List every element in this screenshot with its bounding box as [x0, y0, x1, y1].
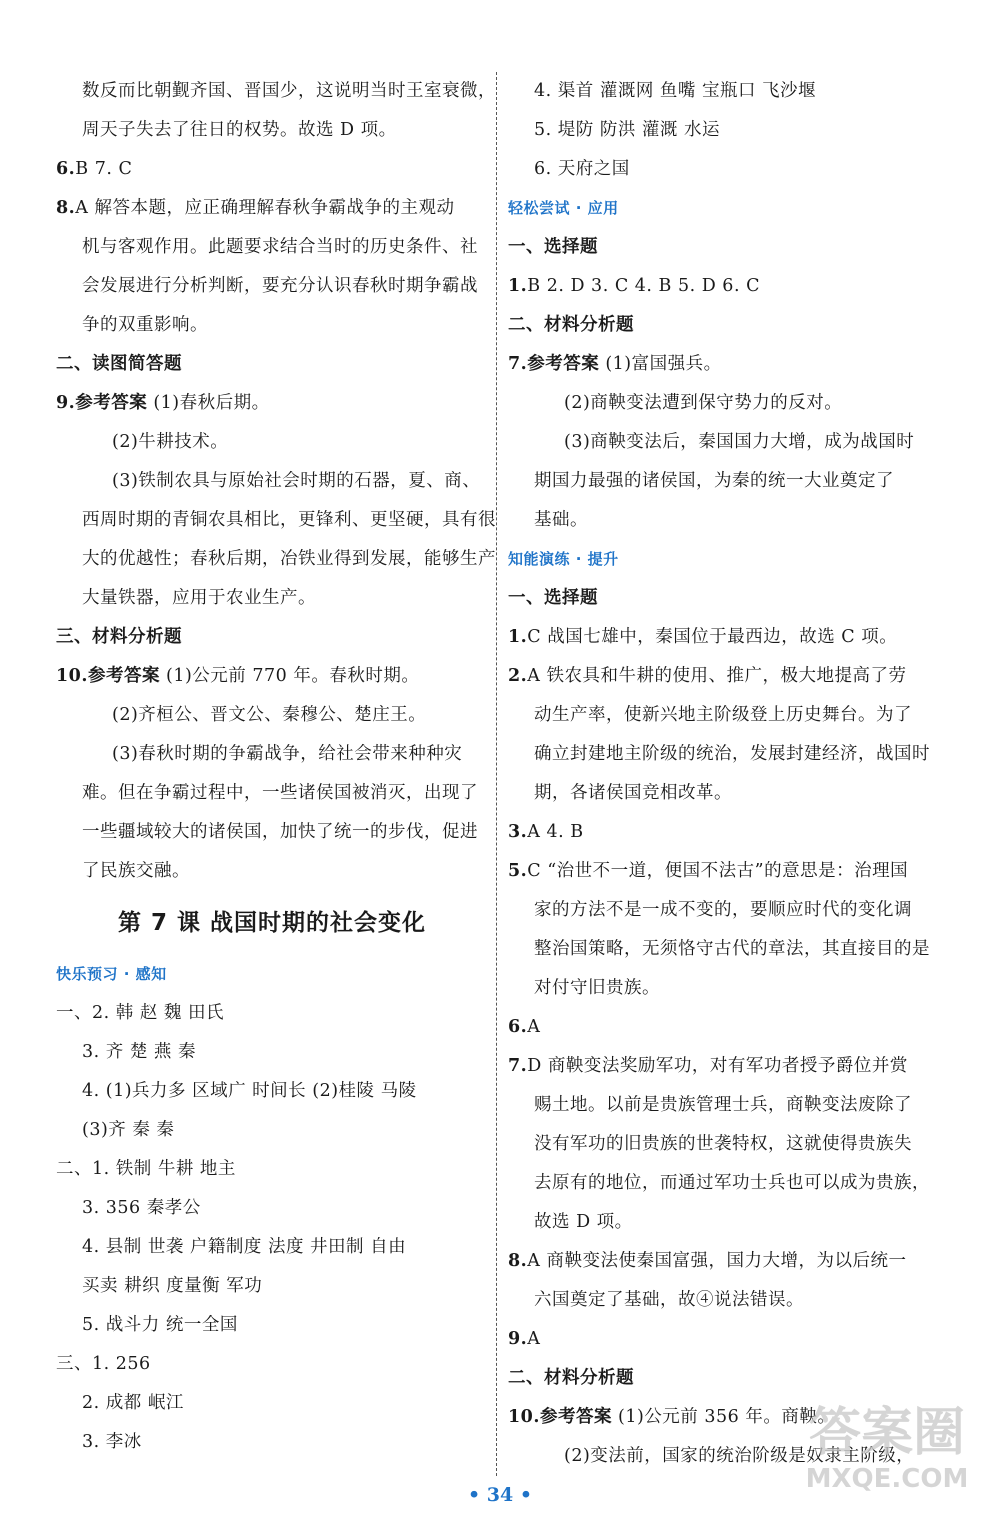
line-text: 二、材料分析题 [508, 1368, 634, 1388]
line-text: 6. 天府之国 [534, 159, 630, 179]
question-type-heading [56, 345, 488, 384]
line-text: 5. 战斗力 统一全国 [82, 1315, 238, 1335]
line-text: 一、选择题 [508, 237, 598, 257]
line-text: 2. 成都 岷江 [82, 1393, 184, 1413]
question-number: 1. [508, 276, 528, 296]
line-text: 大量铁器，应用于农业生产。 [82, 588, 316, 608]
line-text: (1)公元前 356 年。商鞅。 [611, 1407, 836, 1427]
question-number: 2. [508, 666, 528, 686]
answer-line [56, 501, 496, 540]
answer-line [508, 345, 932, 384]
line-text: 赐土地。以前是贵族管理士兵，商鞅变法废除了 [534, 1095, 912, 1115]
answer-line [56, 1384, 488, 1423]
line-text: (1)春秋后期。 [147, 393, 270, 413]
line-text: 机与客观作用。此题要求结合当时的历史条件、社 [82, 237, 478, 257]
answer-line [508, 384, 932, 423]
answer-line [56, 306, 488, 345]
answer-line [508, 111, 932, 150]
line-text: A 商鞅变法使秦国富强，国力大增，为以后统一 [527, 1251, 907, 1271]
line-text: 快乐预习 · 感知 [56, 965, 167, 983]
line-text: 一、2. 韩 赵 魏 田氏 [56, 1003, 224, 1023]
answer-line [508, 1008, 932, 1047]
line-text: A [527, 1329, 541, 1349]
line-text: 5. 堤防 防洪 灌溉 水运 [534, 120, 720, 140]
line-text: 一些疆域较大的诸侯国，加快了统一的步伐，促进 [82, 822, 478, 842]
answer-line [508, 891, 932, 930]
answer-line [56, 228, 488, 267]
reference-answer-label: 参考答案 [75, 393, 148, 413]
line-text: (3)春秋时期的争霸战争，给社会带来种种灾 [112, 744, 463, 764]
line-text: 大的优越性；春秋后期，冶铁业得到发展，能够生产 [82, 549, 496, 569]
line-text: A 解答本题，应正确理解春秋争霸战争的主观动 [75, 198, 455, 218]
line-text: 轻松尝试 · 应用 [508, 199, 619, 217]
answer-line [508, 969, 932, 1008]
line-text: 难。但在争霸过程中，一些诸侯国被消灭，出现了 [82, 783, 478, 803]
reference-answer-label: 参考答案 [539, 1407, 612, 1427]
line-text: 周天子失去了往日的权势。故选 D 项。 [82, 120, 397, 140]
line-text: 一、选择题 [508, 588, 598, 608]
column-divider [496, 72, 497, 1476]
watermark-bottom-text: MXQE.COM [805, 1464, 969, 1494]
answer-line [508, 267, 932, 306]
answer-line [56, 579, 488, 618]
question-number: 6. [56, 159, 76, 179]
line-text: 家的方法不是一成不变的，要顺应时代的变化调 [534, 900, 912, 920]
line-text: C “治世不一道，便国不法古”的意思是：治理国 [527, 861, 909, 881]
line-text: 买卖 耕织 度量衡 军功 [82, 1276, 263, 1296]
line-text: 三、1. 256 [56, 1354, 151, 1374]
line-text: 4. 渠首 灌溉网 鱼嘴 宝瓶口 飞沙堰 [534, 81, 817, 101]
answer-line [508, 618, 932, 657]
line-text: 期国力最强的诸侯国，为秦的统一大业奠定了 [534, 471, 894, 491]
answer-line [508, 1086, 932, 1125]
line-text: (1)富国强兵。 [599, 354, 722, 374]
answer-line [56, 267, 488, 306]
answer-line [56, 150, 488, 189]
line-text: 4. 县制 世袭 户籍制度 法度 井田制 自由 [82, 1237, 407, 1257]
line-text: 第 7 课 战国时期的社会变化 [117, 910, 427, 936]
question-number: 9. [508, 1329, 528, 1349]
line-text: (2)牛耕技术。 [112, 432, 229, 452]
line-text: (2)齐桓公、晋文公、秦穆公、楚庄王。 [112, 705, 427, 725]
answer-line [56, 1111, 488, 1150]
line-text: 二、材料分析题 [508, 315, 634, 335]
answer-line [508, 462, 932, 501]
answer-line [508, 774, 932, 813]
line-text: B 2. D 3. C 4. B 5. D 6. C [527, 276, 760, 296]
question-number: 9. [56, 393, 76, 413]
line-text: B 7. C [75, 159, 133, 179]
answer-line [508, 72, 932, 111]
answer-line [56, 423, 488, 462]
answer-line [508, 1164, 932, 1203]
question-number: 10. [56, 666, 88, 686]
line-text: 西周时期的青铜农具相比，更锋利、更坚硬，具有很 [82, 510, 496, 530]
line-text: 二、读图简答题 [56, 354, 182, 374]
right-column [508, 72, 932, 1476]
line-text: A 铁农具和牛耕的使用、推广，极大地提高了劳 [527, 666, 907, 686]
answer-line [56, 72, 496, 111]
answer-line [56, 1228, 488, 1267]
line-text: (1)公元前 770 年。春秋时期。 [159, 666, 420, 686]
line-text: C 战国七雄中，秦国位于最西边，故选 C 项。 [527, 627, 898, 647]
answer-line [56, 657, 488, 696]
line-text: 故选 D 项。 [534, 1212, 633, 1232]
line-text: (2)变法前，国家的统治阶级是奴隶主阶级， [564, 1446, 915, 1466]
line-text: 去原有的地位，而通过军功士兵也可以成为贵族， [534, 1173, 930, 1193]
line-text: 基础。 [534, 510, 588, 530]
answer-line [56, 1033, 488, 1072]
answer-line [56, 994, 488, 1033]
line-text: A [527, 1017, 541, 1037]
answer-line [508, 852, 932, 891]
line-text: 4. (1)兵力多 区域广 时间长 (2)桂陵 马陵 [82, 1081, 417, 1101]
question-type-heading [56, 618, 488, 657]
watermark-top-text: 答案圈 [808, 1403, 965, 1463]
line-text: A 4. B [527, 822, 584, 842]
answer-line [56, 462, 488, 501]
question-type-heading [508, 306, 932, 345]
line-text: (3)铁制农具与原始社会时期的石器，夏、商、 [112, 471, 481, 491]
answer-line [508, 1242, 932, 1281]
question-number: 6. [508, 1017, 528, 1037]
section-heading [56, 955, 488, 994]
answer-line [56, 696, 488, 735]
answer-line [508, 1281, 932, 1320]
question-type-heading [508, 579, 932, 618]
answer-line [508, 1047, 932, 1086]
question-number: 8. [508, 1251, 528, 1271]
question-number: 7. [508, 1056, 528, 1076]
question-number: 5. [508, 861, 528, 881]
line-text: (3)商鞅变法后，秦国国力大增，成为战国时 [564, 432, 915, 452]
answer-line [56, 1345, 488, 1384]
answer-line [508, 930, 932, 969]
line-text: 三、材料分析题 [56, 627, 182, 647]
line-text: (2)商鞅变法遭到保守势力的反对。 [564, 393, 843, 413]
answer-line [56, 189, 488, 228]
answer-line [508, 501, 932, 540]
line-text: 对付守旧贵族。 [534, 978, 660, 998]
answer-line [508, 423, 932, 462]
line-text: 动生产率，使新兴地主阶级登上历史舞台。为了 [534, 705, 912, 725]
answer-line [56, 1267, 488, 1306]
answer-line [508, 813, 932, 852]
line-text: 整治国策略，无须恪守古代的章法，其直接目的是 [534, 939, 930, 959]
answer-line [508, 1320, 932, 1359]
answer-line [56, 813, 488, 852]
answer-line [56, 540, 496, 579]
line-text: (3)齐 秦 秦 [82, 1120, 175, 1140]
line-text: 了民族交融。 [82, 861, 190, 881]
line-text: 争的双重影响。 [82, 315, 208, 335]
line-text: 会发展进行分析判断，要充分认识春秋时期争霸战 [82, 276, 478, 296]
reference-answer-label: 参考答案 [87, 666, 160, 686]
line-text: D 商鞅变法奖励军功，对有军功者授予爵位并赏 [527, 1056, 908, 1076]
page-number: • 34 • [468, 1484, 532, 1506]
answer-line [56, 735, 488, 774]
lesson-title [56, 891, 488, 955]
line-text: 确立封建地主阶级的统治，发展封建经济，战国时 [534, 744, 930, 764]
line-text: 没有军功的旧贵族的世袭特权，这就使得贵族失 [534, 1134, 912, 1154]
answer-line [508, 696, 932, 735]
answer-line [56, 1306, 488, 1345]
question-type-heading [508, 228, 932, 267]
answer-line [56, 1423, 488, 1462]
line-text: 3. 李冰 [82, 1432, 142, 1452]
section-heading [508, 189, 932, 228]
answer-line [56, 111, 488, 150]
answer-line [508, 1125, 932, 1164]
question-number: 1. [508, 627, 528, 647]
answer-line [56, 1189, 488, 1228]
answer-line [508, 1203, 932, 1242]
question-number: 10. [508, 1407, 540, 1427]
line-text: 数反而比朝觐齐国、晋国少，这说明当时王室衰微， [82, 81, 496, 101]
answer-line [56, 1150, 488, 1189]
answer-line [508, 735, 932, 774]
line-text: 3. 356 秦孝公 [82, 1198, 201, 1218]
answer-line [56, 774, 488, 813]
question-number: 3. [508, 822, 528, 842]
line-text: 知能演练 · 提升 [508, 550, 619, 568]
left-column [56, 72, 496, 1462]
reference-answer-label: 参考答案 [527, 354, 600, 374]
line-text: 期，各诸侯国竞相改革。 [534, 783, 732, 803]
line-text: 二、1. 铁制 牛耕 地主 [56, 1159, 236, 1179]
line-text: 六国奠定了基础，故④说法错误。 [534, 1290, 804, 1310]
answer-line [508, 150, 932, 189]
answer-line [56, 852, 488, 891]
watermark-logo [792, 1402, 982, 1506]
question-number: 8. [56, 198, 76, 218]
question-type-heading [508, 1359, 932, 1398]
line-text: 3. 齐 楚 燕 秦 [82, 1042, 196, 1062]
question-number: 7. [508, 354, 528, 374]
answer-line [56, 384, 488, 423]
section-heading [508, 540, 932, 579]
answer-line [508, 657, 932, 696]
answer-line [56, 1072, 488, 1111]
